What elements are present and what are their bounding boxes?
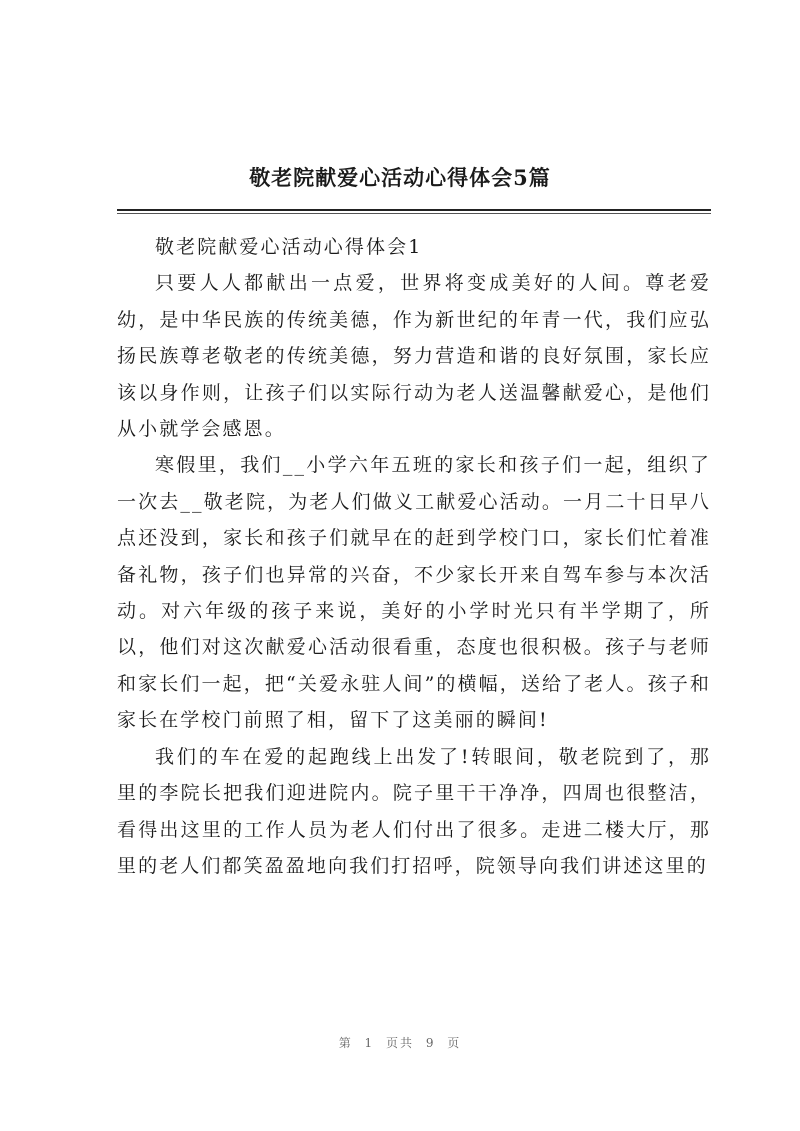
title-divider-thin xyxy=(117,213,711,214)
paragraph-1: 只要人人都献出一点爱，世界将变成美好的人间。尊老爱幼，是中华民族的传统美德，作为新世纪的年青一代，我们应弘扬民族尊老敬老的传统美德，努力营造和谐的良好氛围，家长应该以身作则，让孩子们以实际行动为老人送温馨献爱心，是他们从小就学会感恩。 xyxy=(117,272,711,441)
paragraph-2: 寒假里，我们__小学六年五班的家长和孩子们一起，组织了一次去__敬老院，为老人们做义工献爱心活动。一月二十日早八点还没到，家长和孩子们就早在的赶到学校门口，家长们忙着准备礼物，孩子们也异常的兴奋，不少家长开来自驾车参与本次活动。对六年级的孩子来说，美好的小学时光只有半学期了，所以，他们对这次献爱心活动很看重，态度也很积极。孩子与老师和家长们一起，把“关爱永驻人间”的横幅，送给了老人。孩子和家长在学校门前照了相，留下了这美丽的瞬间! xyxy=(117,454,711,732)
document-title: 敬老院献爱心活动心得体会5篇 xyxy=(249,165,551,190)
section-heading: 敬老院献爱心活动心得体会1 xyxy=(155,236,423,258)
document-body xyxy=(117,229,711,884)
page-footer: 第 1 页共 9 页 xyxy=(338,1036,462,1050)
paragraph-3: 我们的车在爱的起跑线上出发了!转眼间，敬老院到了，那里的李院长把我们迎进院内。院子里干干净净，四周也很整洁，看得出这里的工作人员为老人们付出了很多。走进二楼大厅，那里的老人们都笑盈盈地向我们打招呼，院领导向我们讲述这里的 xyxy=(117,745,711,877)
title-divider xyxy=(117,209,711,211)
